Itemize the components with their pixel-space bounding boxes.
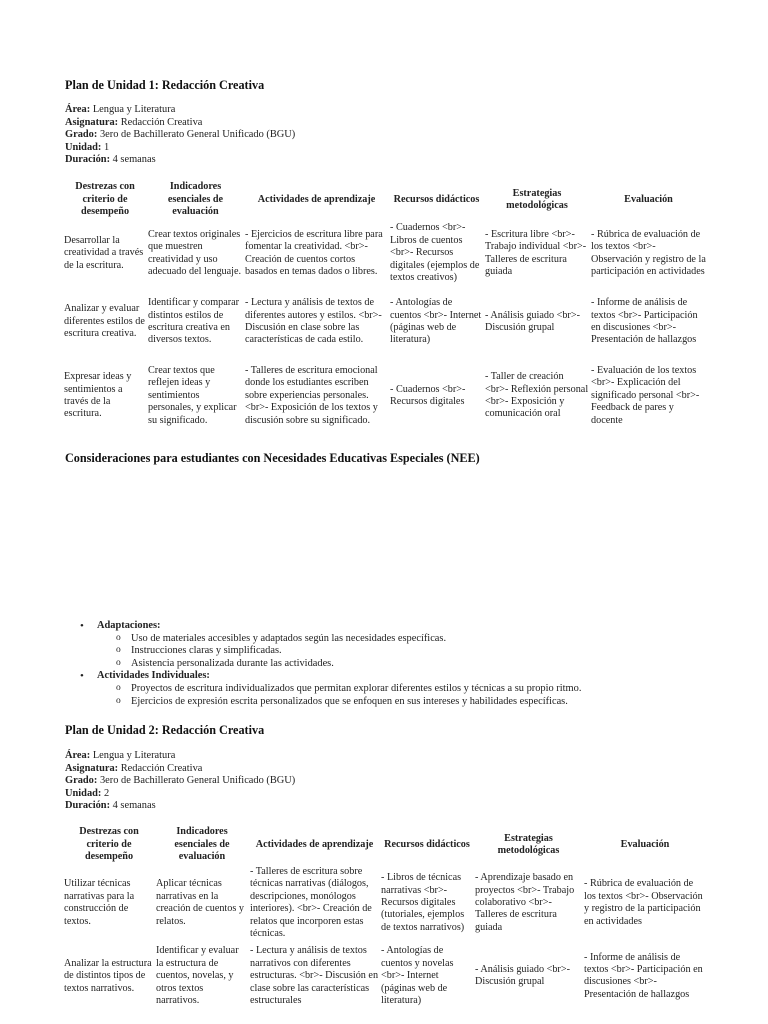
- table-cell: - Talleres de escritura emocional donde los estudiantes escriben sobre experiencias personales. <br>- Exposición de los textos y discusión sobre su significado.: [245, 364, 378, 426]
- asignatura-value: Redacción Creativa: [120, 116, 203, 128]
- area-label: Área:: [65, 104, 91, 115]
- unidad-value: 2: [104, 787, 110, 799]
- nee-title: Consideraciones para estudiantes con Necesidades Educativas Especiales (NEE): [65, 451, 480, 465]
- unit1-table: [63, 179, 707, 434]
- table-cell: Expresar ideas y sentimientos a través de la escritura.: [64, 371, 132, 420]
- table-cell: - Talleres de escritura sobre técnicas narrativas (diálogos, descripciones, monólogos interiores). <br>- Creación de relatos que incorporen estas técnicas.: [250, 866, 372, 940]
- table-cell: - Antologías de cuentos <br>- Internet (páginas web de literatura): [390, 297, 482, 346]
- area-value: Lengua y Literatura: [92, 104, 176, 115]
- table-cell: Identificar y evaluar la estructura de cuentos, novelas, y otros textos narrativos.: [156, 945, 239, 1007]
- list-item: o Ejercicios de expresión escrita personalizados que se enfoquen en sus intereses y habilidades específicas.: [97, 696, 730, 709]
- col-header: Actividades de aprendizaje: [257, 193, 376, 205]
- table-header-row: [63, 179, 707, 221]
- table-cell: - Antologías de cuentos y novelas <br>- Internet (páginas web de literatura): [381, 945, 454, 1007]
- area-label: Área:: [65, 750, 91, 761]
- table-cell: Analizar y evaluar diferentes estilos de escritura creativa.: [64, 303, 145, 340]
- unidad-value: 1: [104, 141, 110, 153]
- table-cell: - Escritura libre <br>- Trabajo individual <br>- Talleres de escritura guiada: [485, 228, 587, 277]
- asignatura-label: Asignatura:: [65, 762, 119, 774]
- col-header: Estrategias metodológicas: [506, 187, 568, 211]
- nee-list: [80, 620, 730, 708]
- col-header: Estrategias metodológicas: [497, 832, 560, 856]
- unit2-meta: [65, 750, 295, 813]
- table-row: [63, 358, 707, 434]
- col-header: Actividades de aprendizaje: [255, 838, 374, 850]
- list-item: o Instrucciones claras y simplificadas.: [97, 645, 730, 658]
- col-header: Evaluación: [620, 838, 670, 850]
- table-cell: - Análisis guiado <br>- Discusión grupal: [475, 964, 570, 988]
- area-value: Lengua y Literatura: [92, 750, 176, 761]
- table-cell: - Lectura y análisis de textos narrativos con diferentes estructuras. <br>- Discusión en clase sobre las características estructurales: [250, 945, 379, 1007]
- col-header: Destrezas con criterio de desempeño: [79, 826, 139, 863]
- adaptaciones-label: Adaptaciones:: [97, 620, 161, 631]
- unit1-title: Plan de Unidad 1: Redacción Creativa: [65, 78, 265, 92]
- asignatura-label: Asignatura:: [65, 116, 119, 128]
- asignatura-value: Redacción Creativa: [120, 762, 203, 774]
- grado-value: 3ero de Bachillerato General Unificado (BGU): [99, 129, 296, 141]
- table-cell: - Rúbrica de evaluación de los textos <br>- Observación y registro de la participación en actividades: [584, 878, 703, 927]
- table-cell: Desarrollar la creatividad a través de la escritura.: [64, 234, 144, 271]
- actividades-individuales-label: Actividades Individuales:: [97, 670, 210, 682]
- col-header: Recursos didácticos: [393, 193, 480, 205]
- col-header: Indicadores esenciales de evaluación: [167, 181, 224, 218]
- list-item: o Uso de materiales accesibles y adaptados según las necesidades específicas.: [97, 633, 730, 646]
- table-header-row: [63, 824, 707, 866]
- table-cell: Utilizar técnicas narrativas para la construcción de textos.: [64, 878, 135, 927]
- table-cell: - Análisis guiado <br>- Discusión grupal: [485, 309, 580, 333]
- grado-label: Grado:: [65, 129, 98, 141]
- list-item: o Asistencia personalizada durante las actividades.: [97, 658, 730, 671]
- table-cell: - Ejercicios de escritura libre para fomentar la creatividad. <br>- Creación de cuentos cortos basados en temas dados o libres.: [245, 228, 383, 277]
- table-cell: Identificar y comparar distintos estilos de escritura creativa en diversos textos.: [148, 297, 240, 346]
- grado-label: Grado:: [65, 775, 98, 787]
- table-cell: - Informe de análisis de textos <br>- Participación en discusiones <br>- Presentación de hallazgos: [591, 297, 698, 346]
- table-cell: - Taller de creación <br>- Reflexión personal <br>- Exposición y comunicación oral: [485, 371, 589, 420]
- col-header: Recursos didácticos: [384, 838, 470, 850]
- duracion-label: Duración:: [65, 800, 111, 812]
- table-row: [63, 221, 707, 286]
- unit2-title: Plan de Unidad 2: Redacción Creativa: [65, 723, 265, 737]
- table-cell: - Evaluación de los textos <br>- Explicación del significado personal <br>- Feedback de pares y docente: [591, 364, 700, 426]
- table-cell: Analizar la estructura de distintos tipos de textos narrativos.: [64, 957, 152, 994]
- table-cell: Aplicar técnicas narrativas en la creación de cuentos y relatos.: [156, 878, 244, 927]
- list-item: [80, 620, 730, 670]
- table-cell: - Lectura y análisis de textos de diferentes autores y estilos. <br>- Discusión en clase sobre las características de cada estilo.: [245, 297, 382, 346]
- col-header: Destrezas con criterio de desempeño: [75, 181, 135, 218]
- duracion-value: 4 semanas: [112, 154, 156, 166]
- table-cell: - Rúbrica de evaluación de los textos <br>- Observación y registro de la participación en actividades: [591, 228, 706, 277]
- col-header: Indicadores esenciales de evaluación: [174, 826, 230, 863]
- unidad-label: Unidad:: [65, 787, 102, 799]
- table-row: [63, 866, 707, 940]
- unit1-meta: [65, 104, 295, 167]
- list-item: o Proyectos de escritura individualizados que permitan explorar diferentes estilos y técnicas a su propio ritmo.: [97, 683, 730, 696]
- table-cell: - Cuadernos <br>- Libros de cuentos <br>- Recursos digitales (ejemplos de textos creativos): [390, 222, 480, 284]
- unit2-table: [63, 824, 707, 1012]
- table-cell: - Informe de análisis de textos <br>- Participación en discusiones <br>- Presentación de hallazgos: [584, 951, 703, 1000]
- list-item: [80, 670, 730, 708]
- table-row: [63, 286, 707, 358]
- col-header: Evaluación: [624, 193, 673, 205]
- duracion-label: Duración:: [65, 154, 111, 166]
- table-cell: - Aprendizaje basado en proyectos <br>- Trabajo colaborativo <br>- Talleres de escritura guiada: [475, 872, 575, 933]
- table-cell: - Cuadernos <br>- Recursos digitales: [390, 383, 466, 407]
- unidad-label: Unidad:: [65, 141, 102, 153]
- table-cell: - Libros de técnicas narrativas <br>- Recursos digitales (tutoriales, ejemplos de textos narrativos): [381, 872, 465, 933]
- duracion-value: 4 semanas: [112, 800, 156, 812]
- table-cell: Crear textos originales que muestren creatividad y uso adecuado del lenguaje.: [148, 228, 242, 277]
- table-row: [63, 940, 707, 1012]
- table-cell: Crear textos que reflejen ideas y sentimientos personales, y explicar su significado.: [148, 364, 237, 426]
- grado-value: 3ero de Bachillerato General Unificado (BGU): [99, 775, 296, 787]
